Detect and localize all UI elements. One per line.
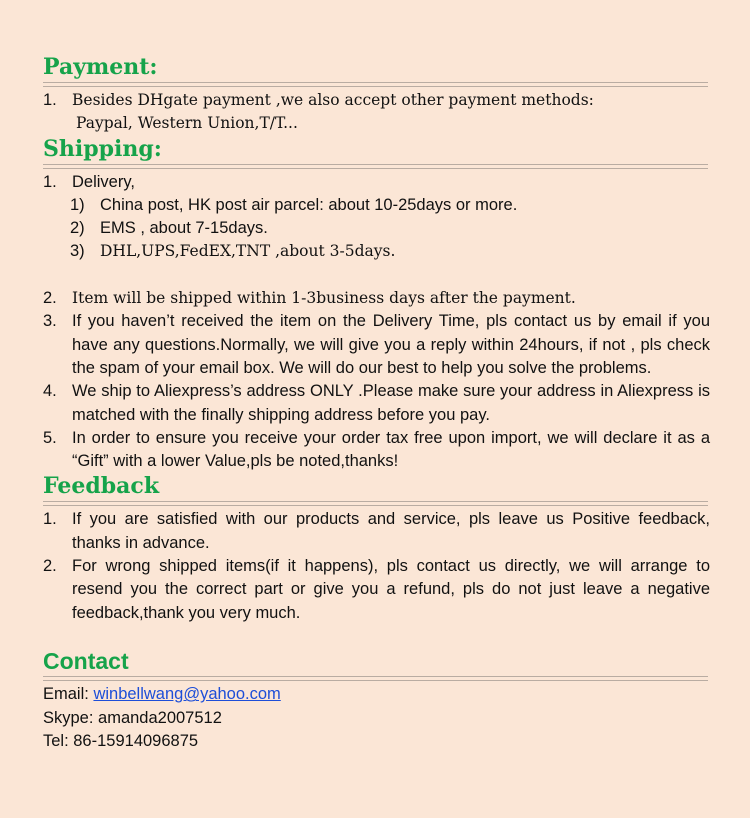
shipping-item-4 (43, 380, 710, 427)
email-label: Email: (43, 685, 94, 704)
list-number: 2. (43, 557, 57, 576)
list-text: We ship to Aliexpress’s address ONLY .Please make sure your address in Aliexpress is matched with the finally shipping address before you pay. (72, 382, 710, 424)
feedback-heading: Feedback (43, 473, 160, 500)
sub-number: 1) (70, 195, 85, 214)
payment-heading: Payment: (43, 54, 158, 80)
sub-text: EMS , about 7-15days. (100, 219, 268, 238)
sub-text: China post, HK post air parcel: about 10-25days or more. (100, 195, 518, 214)
payment-item-1 (43, 89, 710, 112)
sub-number: 2) (70, 219, 85, 238)
list-number: 1. (43, 510, 57, 529)
skype-line: Skype: amanda2007512 (43, 708, 222, 727)
delivery-option-2 (70, 217, 710, 240)
delivery-option-1 (70, 194, 710, 217)
list-text: If you haven’t received the item on the Delivery Time, pls contact us by email if you have any questions.Normally, we will give you a reply within 24hours, if not , pls check the spam of your email box. We will do our best to help you solve the problems. (72, 312, 710, 377)
delivery-option-3 (70, 240, 710, 263)
list-number: 5. (43, 428, 57, 447)
shipping-divider (43, 164, 708, 169)
email-line (43, 683, 710, 706)
list-text: Item will be shipped within 1-3business days after the payment. (72, 289, 576, 308)
feedback-divider (43, 501, 708, 506)
list-text: For wrong shipped items(if it happens), pls contact us directly, we will arrange to resend you the correct part or give you a refund, pls do not just leave a negative feedback,thank you very much. (72, 557, 710, 622)
list-number: 2. (43, 289, 57, 308)
shipping-item-2 (43, 287, 710, 310)
contact-divider (43, 676, 708, 681)
spacer (43, 625, 710, 648)
tel-line: Tel: 86-15914096875 (43, 731, 199, 750)
list-number: 3. (43, 312, 57, 331)
shipping-heading: Shipping: (43, 135, 162, 162)
list-number: 1. (43, 91, 57, 109)
contact-heading: Contact (43, 648, 129, 675)
payment-methods: Paypal, Western Union,T/T... (76, 114, 298, 133)
shipping-item-3 (43, 310, 710, 380)
payment-divider (43, 82, 708, 87)
sub-number: 3) (70, 242, 85, 261)
sub-text: DHL,UPS,FedEX,TNT ,about 3-5days. (100, 242, 396, 261)
email-link[interactable]: winbellwang@yahoo.com (93, 685, 281, 704)
list-number: 1. (43, 172, 57, 191)
shipping-item-1 (43, 171, 710, 194)
feedback-item-2 (43, 555, 710, 625)
list-text: Besides DHgate payment ,we also accept other payment methods: (72, 91, 594, 109)
spacer (43, 264, 710, 287)
shipping-item-5 (43, 427, 710, 474)
list-number: 4. (43, 382, 57, 401)
list-text: If you are satisfied with our products and service, pls leave us Positive feedback, thanks in advance. (72, 510, 710, 552)
feedback-item-1 (43, 508, 710, 555)
list-text: Delivery, (72, 172, 135, 191)
list-text: In order to ensure you receive your order tax free upon import, we will declare it as a “Gift” with a lower Value,pls be noted,thanks! (72, 428, 710, 471)
